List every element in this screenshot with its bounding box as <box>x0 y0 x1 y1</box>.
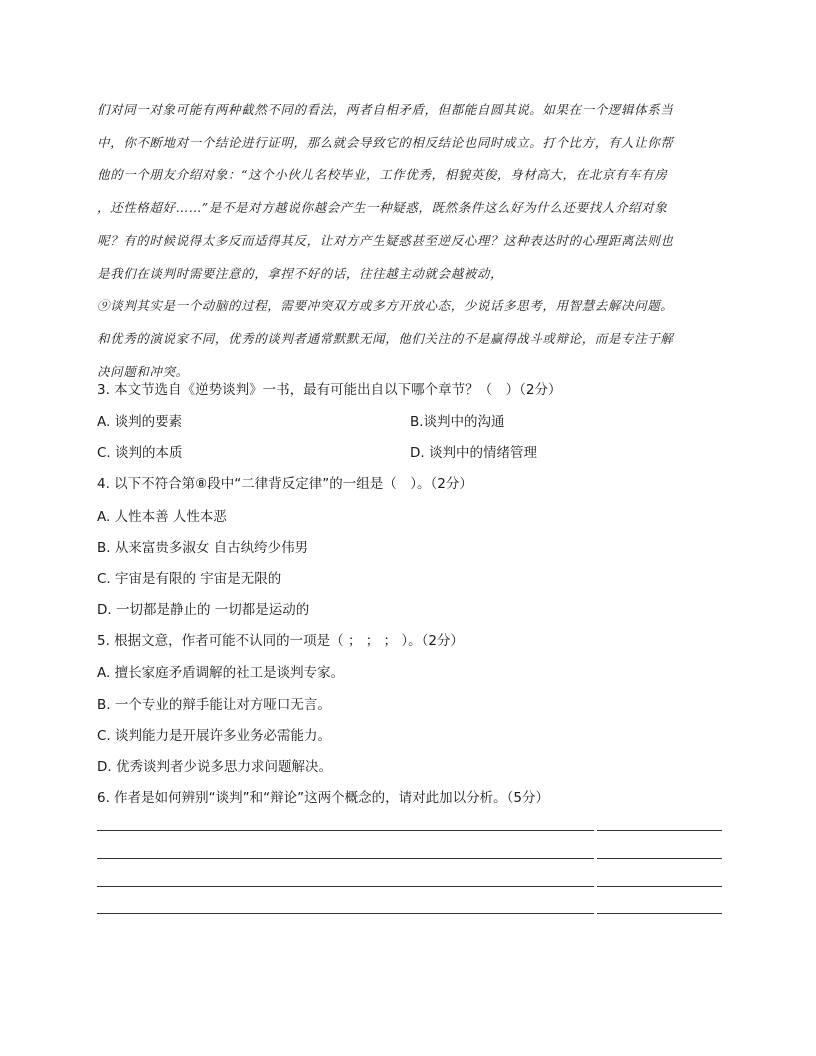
answer-line[interactable] <box>597 830 722 831</box>
question-5-option-a[interactable]: A. 擅长家庭矛盾调解的社工是谈判专家。 <box>97 665 345 681</box>
question-3-option-a[interactable]: A. 谈判的要素 <box>97 414 183 430</box>
answer-line[interactable] <box>97 913 594 914</box>
passage-line: ⑨谈判其实是一个动脑的过程，需要冲突双方或多方开放心态，少说话多思考，用智慧去解决问题。 <box>97 298 674 314</box>
question-5-option-b[interactable]: B. 一个专业的辩手能让对方哑口无言。 <box>97 697 331 713</box>
answer-line[interactable] <box>97 830 594 831</box>
passage-line: 和优秀的演说家不同，优秀的谈判者通常默默无闻，他们关注的不是赢得战斗或辩论，而是专注于解 <box>97 330 674 346</box>
question-4-option-d[interactable]: D. 一切都是静止的 一切都是运动的 <box>97 602 310 618</box>
question-5-option-c[interactable]: C. 谈判能力是开展许多业务必需能力。 <box>97 728 332 744</box>
passage-line: 们对同一对象可能有两种截然不同的看法，两者自相矛盾，但都能自圆其说。如果在一个逻辑体系当 <box>97 102 674 117</box>
answer-line[interactable] <box>597 913 722 914</box>
question-3-option-b[interactable]: B.谈判中的沟通 <box>410 414 505 430</box>
question-3-option-c[interactable]: C. 谈判的本质 <box>97 445 183 461</box>
passage-line: ，还性格超好……”是不是对方越说你越会产生一种疑惑，既然条件这么好为什么还要找人介绍对象 <box>97 200 668 216</box>
question-4-option-b[interactable]: B. 从来富贵多淑女 自古纨绔少伟男 <box>97 540 309 556</box>
answer-line[interactable] <box>597 858 722 859</box>
passage-line: 是我们在谈判时需要注意的，拿捏不好的话，往往越主动就会越被动， <box>97 265 504 281</box>
question-3-stem: 3. 本文节选自《逆势谈判》一书，最有可能出自以下哪个章节？（ ）（2分） <box>97 382 562 398</box>
question-3-option-d[interactable]: D. 谈判中的情绪管理 <box>410 445 537 461</box>
passage-line: 决问题和冲突。 <box>97 363 189 379</box>
reading-passage <box>97 94 722 388</box>
question-4-option-a[interactable]: A. 人性本善 人性本恶 <box>97 509 227 525</box>
question-4-stem: 4. 以下不符合第⑧段中“二律背反定律”的一组是（ ）。（2分） <box>97 476 473 492</box>
question-6-stem: 6. 作者是如何辨别“谈判”和“辩论”这两个概念的，请对此加以分析。（5分） <box>97 790 549 806</box>
passage-line: 他的一个朋友介绍对象：“这个小伙儿名校毕业，工作优秀，相貌英俊，身材高大，在北京有车有房 <box>97 167 668 183</box>
answer-line[interactable] <box>97 858 594 859</box>
answer-line[interactable] <box>597 886 722 887</box>
question-5-stem: 5. 根据文意，作者可能不认同的一项是（ ； ； ； ）。（2分） <box>97 633 464 649</box>
answer-line[interactable] <box>97 886 594 887</box>
question-5-option-d[interactable]: D. 优秀谈判者少说多思力求问题解决。 <box>97 759 332 775</box>
passage-line: 呢？有的时候说得太多反而适得其反，让对方产生疑惑甚至逆反心理？这种表达时的心理距离法则也 <box>97 232 674 248</box>
question-4-option-c[interactable]: C. 宇宙是有限的 宇宙是无限的 <box>97 571 282 587</box>
passage-line: 中，你不断地对一个结论进行证明，那么就会导致它的相反结论也同时成立。打个比方，有人让你帮 <box>97 134 674 150</box>
